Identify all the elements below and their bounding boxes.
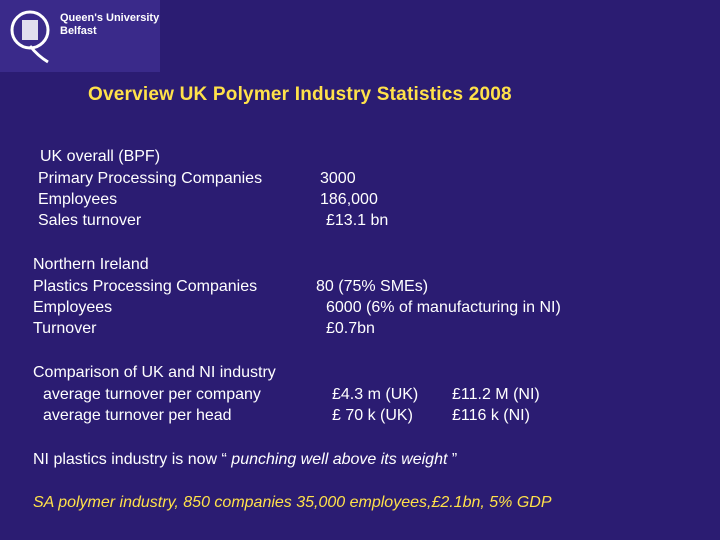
ni-label-companies: Plastics Processing Companies xyxy=(33,278,258,295)
logo-wordmark xyxy=(60,12,159,38)
uk-label-turnover: Sales turnover xyxy=(38,212,142,229)
ni-value-companies: 80 (75% SMEs) xyxy=(316,278,429,295)
ni-heading: Northern Ireland xyxy=(33,256,149,273)
ni-punching-note xyxy=(33,449,457,470)
uk-heading: UK overall (BPF) xyxy=(40,148,161,165)
ni-note-prefix: NI plastics industry is now “ xyxy=(33,451,227,468)
comparison-ni-per-head: £116 k (NI) xyxy=(452,407,530,424)
comparison-label-per-company: average turnover per company xyxy=(43,386,261,403)
ni-note-emphasis: punching well above its weight xyxy=(226,451,452,468)
uk-value-companies: 3000 xyxy=(320,170,356,187)
comparison-label-per-head: average turnover per head xyxy=(43,407,232,424)
comparison-uk-per-head: £ 70 k (UK) xyxy=(332,407,413,424)
uk-label-companies: Primary Processing Companies xyxy=(38,170,263,187)
uk-label-employees: Employees xyxy=(38,191,118,208)
slide-title: Overview UK Polymer Industry Statistics 2008 xyxy=(88,84,512,105)
ni-note-suffix: ” xyxy=(451,451,458,468)
comparison-ni-per-company: £11.2 M (NI) xyxy=(452,386,540,403)
logo-name-line1: Queen's University xyxy=(60,12,160,24)
sa-polymer-note: SA polymer industry, 850 companies 35,000 employees,£2.1bn, 5% GDP xyxy=(33,494,552,511)
ni-label-turnover: Turnover xyxy=(33,320,97,337)
logo-name-line2: Belfast xyxy=(60,25,97,37)
comparison-uk-per-company: £4.3 m (UK) xyxy=(332,386,419,403)
ni-value-turnover: £0.7bn xyxy=(326,320,375,337)
uk-value-turnover: £13.1 bn xyxy=(326,212,389,229)
ni-label-employees: Employees xyxy=(33,299,113,316)
ni-value-employees: 6000 (6% of manufacturing in NI) xyxy=(326,299,561,316)
comparison-heading: Comparison of UK and NI industry xyxy=(33,364,276,381)
university-logo xyxy=(0,0,160,72)
uk-value-employees: 186,000 xyxy=(320,191,378,208)
q-crest-icon xyxy=(8,6,52,66)
